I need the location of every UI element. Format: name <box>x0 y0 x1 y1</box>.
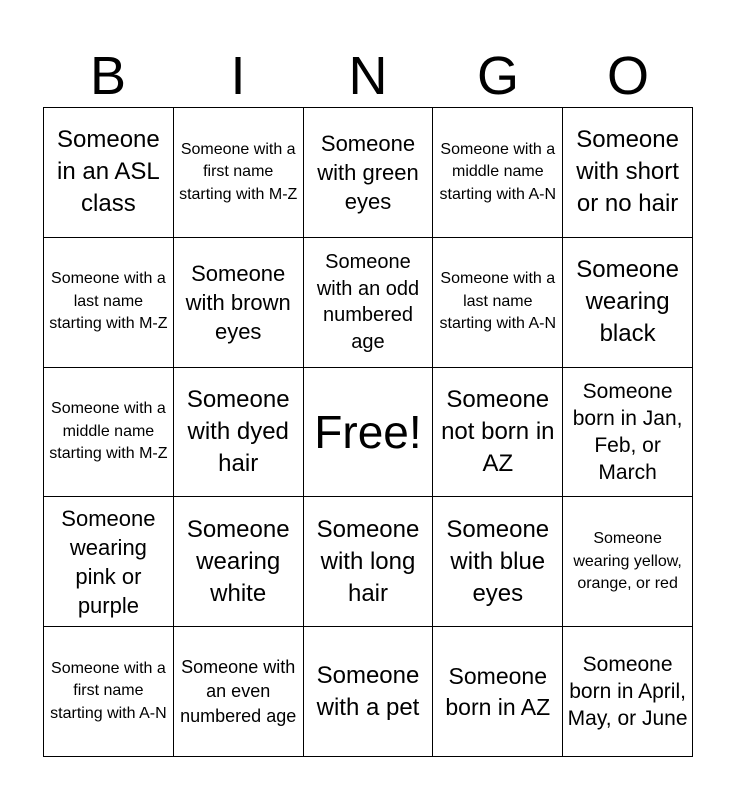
bingo-cell-r1c3[interactable] <box>304 108 434 238</box>
cell-text: Someone with blue eyes <box>446 515 550 607</box>
cell-text: Someone in an ASL class <box>57 126 160 218</box>
bingo-cell-r3c2[interactable] <box>174 368 304 498</box>
bingo-cell-r4c5[interactable] <box>563 497 693 627</box>
bingo-cell-free[interactable] <box>304 368 434 498</box>
bingo-cell-r5c5[interactable] <box>563 627 693 757</box>
cell-text: Someone with green eyes <box>317 130 419 214</box>
bingo-cell-r1c4[interactable] <box>433 108 563 238</box>
cell-text: Someone wearing yellow, orange, or red <box>573 530 682 593</box>
cell-text: Someone born in AZ <box>445 662 551 720</box>
header-letter-b: B <box>89 46 127 106</box>
bingo-cell-r2c4[interactable] <box>433 238 563 368</box>
bingo-cell-r4c1[interactable] <box>44 497 174 627</box>
cell-text: Someone with short or no hair <box>576 126 679 218</box>
cell-text: Someone with a middle name starting with M-Z <box>49 400 168 463</box>
cell-text: Someone wearing black <box>576 256 679 348</box>
cell-text: Someone wearing pink or purple <box>61 505 156 618</box>
cell-text: Someone with a first name starting with M-Z <box>179 140 298 203</box>
cell-text: Someone born in April, May, or June <box>567 653 688 731</box>
cell-text: Someone with a last name starting with M-Z <box>49 270 168 333</box>
bingo-cell-r1c2[interactable] <box>174 108 304 238</box>
bingo-cell-r3c5[interactable] <box>563 368 693 498</box>
cell-text: Someone with a first name starting with A-N <box>50 659 167 722</box>
cell-text: Someone with an even numbered age <box>180 656 297 726</box>
bingo-cell-r2c1[interactable] <box>44 238 174 368</box>
header-letter-n: N <box>348 46 388 106</box>
bingo-cell-r5c2[interactable] <box>174 627 304 757</box>
bingo-cell-r1c1[interactable] <box>44 108 174 238</box>
bingo-cell-r1c5[interactable] <box>563 108 693 238</box>
header-letter-g: G <box>476 46 519 106</box>
cell-text: Someone with a middle name starting with A-N <box>439 140 557 203</box>
cell-text: Someone with a last name starting with A-N <box>439 270 557 333</box>
bingo-cell-r5c1[interactable] <box>44 627 174 757</box>
cell-text: Someone with a pet <box>316 661 420 721</box>
bingo-cell-r3c4[interactable] <box>433 368 563 498</box>
cell-text: Free! <box>314 405 422 458</box>
header-letter-i: I <box>230 46 246 106</box>
cell-text: Someone with long hair <box>316 515 420 607</box>
bingo-cell-r2c2[interactable] <box>174 238 304 368</box>
cell-text: Someone wearing white <box>186 515 290 607</box>
bingo-cell-r4c4[interactable] <box>433 497 563 627</box>
cell-text: Someone with brown eyes <box>185 260 291 344</box>
header-letter-o: O <box>606 46 649 106</box>
cell-text: Someone with an odd numbered age <box>316 251 420 353</box>
bingo-cell-r2c3[interactable] <box>304 238 434 368</box>
bingo-cell-r5c3[interactable] <box>304 627 434 757</box>
bingo-header <box>43 44 693 108</box>
cell-text: Someone not born in AZ <box>441 385 555 477</box>
bingo-cell-r4c2[interactable] <box>174 497 304 627</box>
bingo-cell-r4c3[interactable] <box>304 497 434 627</box>
bingo-board <box>43 107 693 757</box>
cell-text: Someone born in Jan, Feb, or March <box>572 379 683 484</box>
bingo-cell-r5c4[interactable] <box>433 627 563 757</box>
cell-text: Someone with dyed hair <box>186 385 290 477</box>
bingo-cell-r2c5[interactable] <box>563 238 693 368</box>
bingo-cell-r3c1[interactable] <box>44 368 174 498</box>
